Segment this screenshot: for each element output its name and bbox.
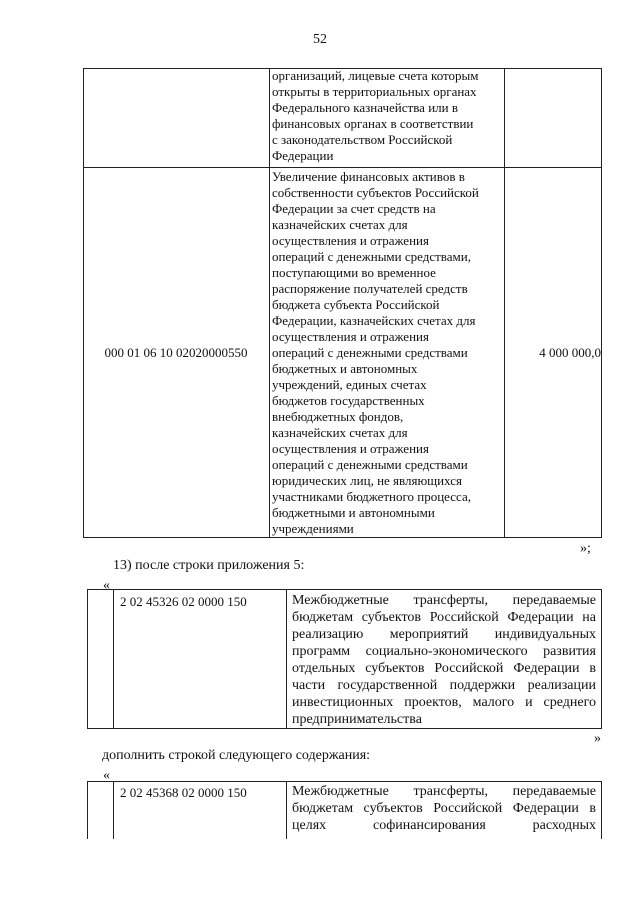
table-1-col-divider-2 xyxy=(504,69,505,537)
table-1-col-divider-1 xyxy=(269,69,270,537)
table-1-row-2-text: Увеличение финансовых активов в собственности субъектов Российской Федерации за счет средств на казначейских счетах для осуществления и отражения операций с денежными средствами, поступающими во временное распоряжение получателей средств бюджета субъекта Российской Федерации, казначейских счетах для осуществления и отражения операций с денежными средствами бюджетных и автономных учреждений, единых счетах бюджетов государственных внебюджетных фондов, казначейских счетах для осуществления и отражения операций с денежными средствами юридических лиц, не являющихся участниками бюджетного процесса, бюджетными и автономными учреждениями xyxy=(272,169,479,536)
table-2-col-divider-1 xyxy=(113,590,114,728)
opening-quote-1: « xyxy=(103,578,110,593)
table-1-row-2-code: 000 01 06 10 02020000550 xyxy=(104,345,248,360)
paragraph-13: 13) после строки приложения 5: xyxy=(113,558,305,573)
page-number: 52 xyxy=(313,32,327,47)
opening-quote-2: « xyxy=(103,768,110,783)
closing-quote-1: »; xyxy=(580,541,591,556)
paragraph-add-row: дополнить строкой следующего содержания: xyxy=(102,748,371,763)
table-1-row-2-value: 4 000 000,0 xyxy=(539,345,601,360)
table-2-code: 2 02 45326 02 0000 150 xyxy=(120,594,247,609)
table-2-col-divider-2 xyxy=(286,590,287,728)
table-1-row-divider xyxy=(84,167,601,168)
closing-quote-2: » xyxy=(594,731,601,746)
table-2-text: Межбюджетные трансферты, передаваемые бюджетам субъектов Российской Федерации на реализацию мероприятий индивидуальных программ социально-экономического развития отдельных субъектов Российской Федерации в части государственной поддержки реализации инвестиционных проектов, малого и среднего предпринимательства xyxy=(292,593,596,727)
table-1-row-1-text: организаций, лицевые счета которым открыты в территориальных органах Федерального казначейства или в финансовых органах в соответствии с законодательством Российской Федерации xyxy=(272,68,479,163)
table-3-col-divider-1 xyxy=(113,782,114,839)
table-3-code: 2 02 45368 02 0000 150 xyxy=(120,785,247,800)
table-3-col-divider-2 xyxy=(286,782,287,839)
table-3-text: Межбюджетные трансферты, передаваемые бюджетам субъектов Российской Федерации в целях софинансирования расходных xyxy=(292,784,596,833)
